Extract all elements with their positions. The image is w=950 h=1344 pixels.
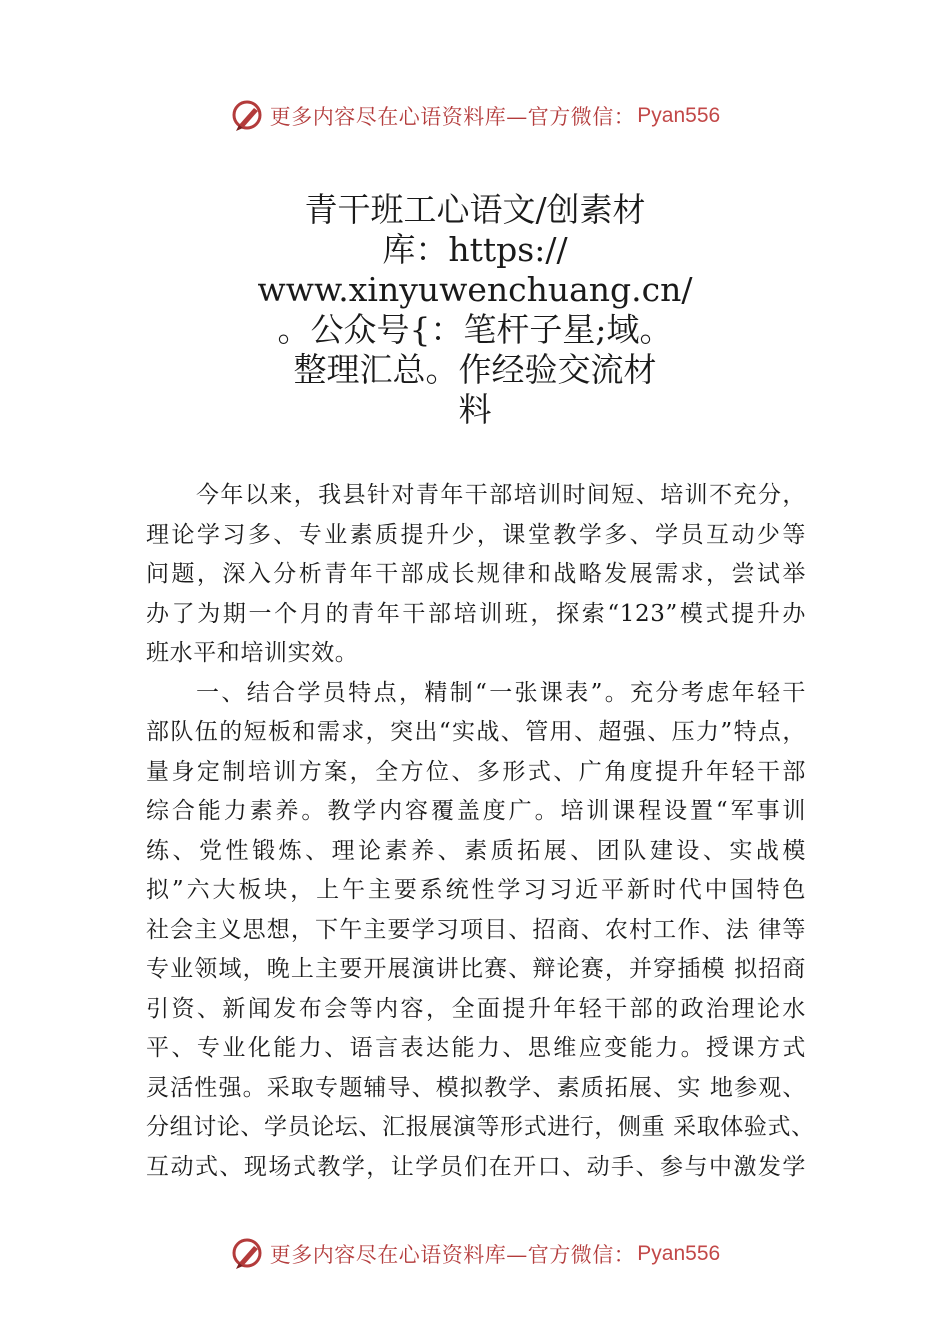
title-line: 整理汇总。作经验交流材 [293, 350, 657, 389]
body-line: 综合能力素养。教学内容覆盖度广。培训课程设置“军事训 [146, 798, 806, 824]
title-line: 库：https:// [382, 230, 568, 269]
title-line: 青干班工心语文/创素材 [304, 190, 646, 229]
pen-logo-icon [230, 98, 266, 134]
body-line: 练、党性锻炼、理论素养、素质拓展、团队建设、实战模 [146, 837, 806, 864]
title-line: 。公众号{：笔杆子星;域。 [277, 310, 673, 349]
banner-wechat-id: Pyan556 [637, 1242, 721, 1265]
body-line: 班水平和培训实效。 [146, 640, 359, 666]
body-line: 分组讨论、学员论坛、汇报展演等形式进行，侧重 采取体验式、 [146, 1114, 815, 1140]
banner-text: 更多内容尽在心语资料库—官方微信： [269, 105, 636, 129]
document-body [146, 476, 815, 1187]
body-line: 部队伍的短板和需求，突出“实战、管用、超强、压力”特点， [146, 719, 806, 745]
banner-text: 更多内容尽在心语资料库—官方微信： [269, 1243, 636, 1267]
title-line: www.xinyuwenchuang.cn/ [257, 270, 693, 309]
body-line: 社会主义思想，下午主要学习项目、招商、农村工作、法 律等 [146, 916, 806, 943]
body-line: 引资、新闻发布会等内容，全面提升年轻干部的政治理论水 [146, 995, 806, 1022]
body-line: 专业领域，晚上主要开展演讲比赛、辩论赛，并穿插模 拟招商 [146, 956, 806, 982]
banner-wechat-id: Pyan556 [637, 104, 721, 127]
body-line: 理论学习多、专业素质提升少，课堂教学多、学员互动少等 [146, 521, 806, 548]
body-line: 问题，深入分析青年干部成长规律和战略发展需求，尝试举 [146, 561, 806, 587]
body-line: 灵活性强。采取专题辅导、模拟教学、素质拓展、实 地参观、 [146, 1074, 806, 1101]
body-line: 拟”六大板块，上午主要系统性学习习近平新时代中国特色 [146, 877, 806, 903]
footer-banner [0, 1232, 950, 1276]
body-line: 量身定制培训方案，全方位、多形式、广角度提升年轻干部 [146, 758, 806, 785]
body-line: 平、专业化能力、语言表达能力、思维应变能力。授课方式 [146, 1035, 806, 1061]
document-title [150, 190, 800, 430]
pen-logo-icon [230, 1236, 266, 1272]
body-line: 互动式、现场式教学，让学员们在开口、动手、参与中激发学 [146, 1153, 806, 1180]
title-line: 料 [458, 390, 492, 429]
body-line: 办了为期一个月的青年干部培训班，探索“123”模式提升办 [146, 600, 806, 627]
body-line: 今年以来，我县针对青年干部培训时间短、培训不充分， [196, 482, 806, 508]
header-banner [0, 94, 950, 138]
body-line: 一、结合学员特点，精制“一张课表”。充分考虑年轻干 [196, 679, 806, 706]
